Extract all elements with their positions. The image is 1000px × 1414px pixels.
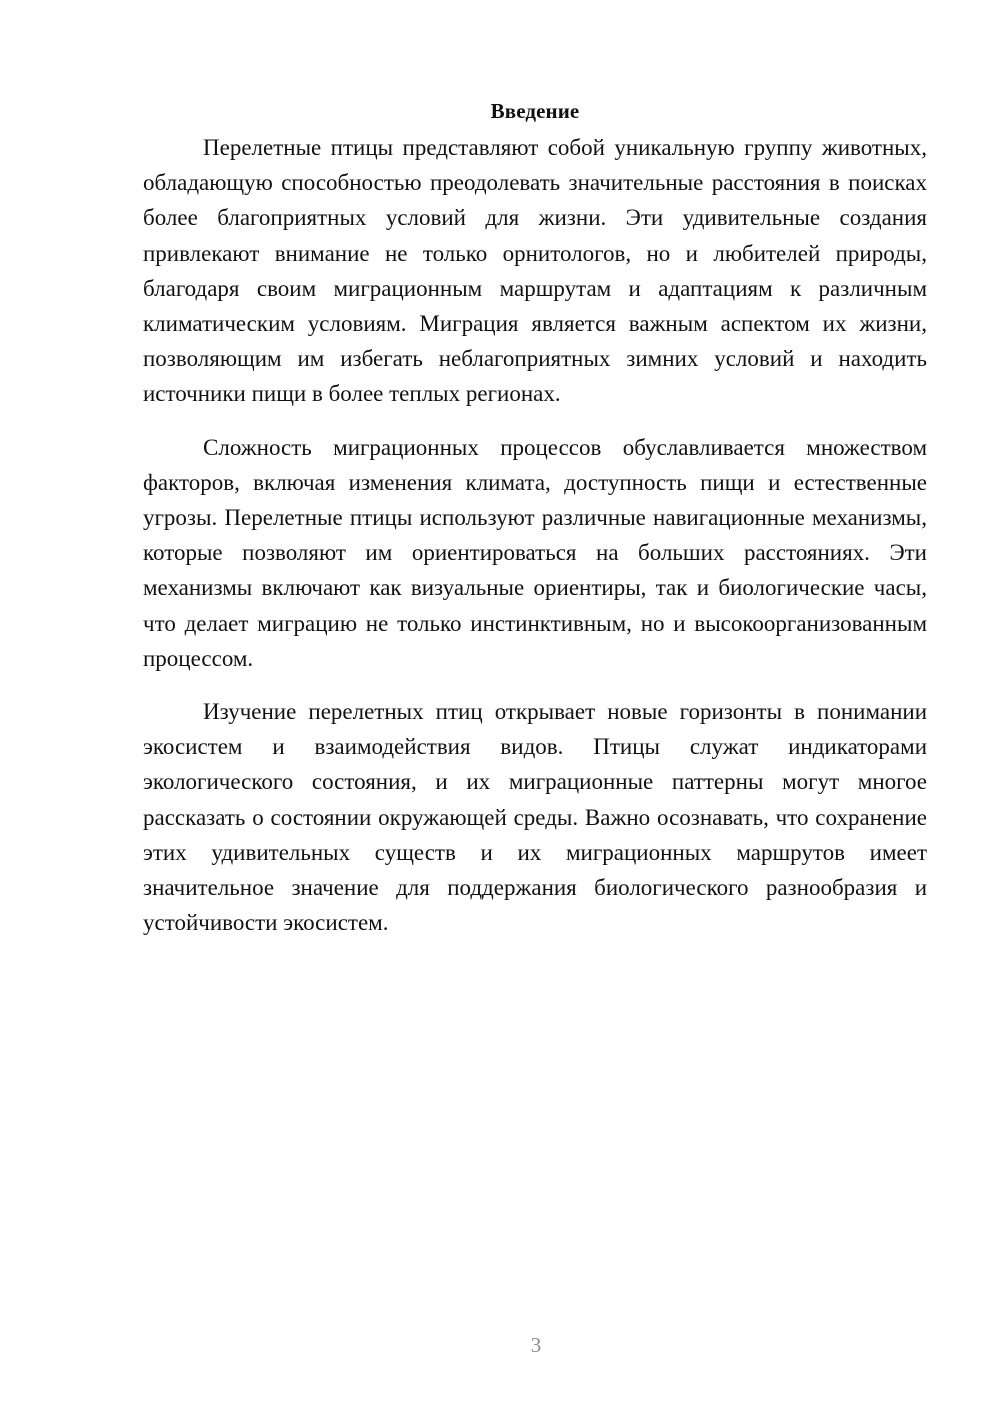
page-content xyxy=(143,92,927,958)
page-number: 3 xyxy=(530,1333,542,1357)
section-heading: Введение xyxy=(490,99,580,123)
paragraph-3: Изучение перелетных птиц открывает новые горизонты в понимании экосистем и взаимодействия видов. Птицы служат индикаторами экологического состояния, и их миграционные паттерны могут многое рассказать о состоянии окружающей среды. Важно осознавать, что сохранение этих удивительных существ и их миграционных маршрутов имеет значительное значение для поддержания биологического разнообразия и устойчивости экосистем. xyxy=(143,699,927,936)
paragraph-2: Сложность миграционных процессов обуславливается множеством факторов, включая изменения климата, доступность пищи и естественные угрозы. Перелетные птицы используют различные навигационные механизмы, которые позволяют им ориентироваться на больших расстояниях. Эти механизмы включают как визуальные ориентиры, так и биологические часы, что делает миграцию не только инстинктивным, но и высокоорганизованным процессом. xyxy=(143,434,927,671)
paragraph-1: Перелетные птицы представляют собой уникальную группу животных, обладающую способностью преодолевать значительные расстояния в поисках более благоприятных условий для жизни. Эти удивительные создания привлекают внимание не только орнитологов, но и любителей природы, благодаря своим миграционным маршрутам и адаптациям к различным климатическим условиям. Миграция является важным аспектом их жизни, позволяющим им избегать неблагоприятных зимних условий и находить источники пищи в более теплых регионах. xyxy=(143,135,927,407)
